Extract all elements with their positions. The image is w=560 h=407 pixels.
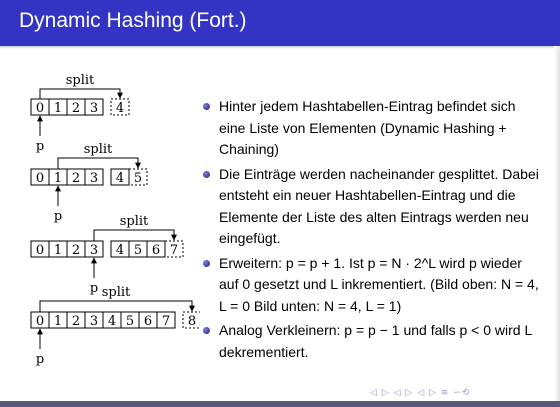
bullet-icon xyxy=(203,260,210,267)
split-arrow xyxy=(58,158,138,169)
split-arrow xyxy=(94,230,174,241)
bucket-label: 2 xyxy=(71,101,81,116)
bucket-label: 1 xyxy=(53,243,63,258)
split-label: split xyxy=(119,214,149,229)
page-title: Dynamic Hashing (Fort.) xyxy=(19,9,247,32)
bullet-icon xyxy=(203,327,210,334)
bucket-label: 2 xyxy=(71,243,81,258)
bucket-label: 1 xyxy=(53,314,63,329)
bucket-label: 4 xyxy=(107,314,117,329)
bucket-label: 0 xyxy=(35,314,45,329)
split-label: split xyxy=(101,285,131,300)
nav-prev-icon[interactable]: ◁ ▷ xyxy=(370,388,390,398)
bucket-label: 0 xyxy=(35,101,45,116)
bucket-label: 6 xyxy=(151,243,161,258)
bucket-label: 8 xyxy=(187,314,197,329)
bullet-item xyxy=(203,164,543,250)
bucket-label: 3 xyxy=(89,314,99,329)
bucket-label: 5 xyxy=(133,243,143,258)
bullet-text: Hinter jedem Hashtabellen-Eintrag befindet sich eine Liste von Elementen (Dynamic Hashing + Chaining) xyxy=(219,98,516,157)
bucket-label: 0 xyxy=(35,243,45,258)
beamer-navigation xyxy=(370,388,470,400)
bullet-item xyxy=(203,320,543,363)
bullet-item xyxy=(203,253,543,318)
pointer-label: p xyxy=(53,209,63,224)
bucket-label: 1 xyxy=(53,101,63,116)
bucket-label: 4 xyxy=(115,243,125,258)
pointer-label: p xyxy=(89,281,99,296)
split-label: split xyxy=(65,73,95,88)
bucket-label: 2 xyxy=(71,171,81,186)
footer-strip xyxy=(0,401,560,407)
bucket-label: 4 xyxy=(115,171,125,186)
bucket-label: 0 xyxy=(35,171,45,186)
nav-section-icon[interactable]: ◁ ▷ xyxy=(417,388,437,398)
bucket-label: 5 xyxy=(125,314,135,329)
split-label: split xyxy=(83,142,113,157)
bullet-text: Erweitern: p = p + 1. Ist p = N · 2^L wird p wieder auf 0 gesetzt und L inkrementiert. (Bild oben: N = 4, L = 0 Bild unten: N = 4, L = 1) xyxy=(219,254,539,314)
bucket-label: 3 xyxy=(89,171,99,186)
bucket-label: 6 xyxy=(143,314,153,329)
bucket-label: 3 xyxy=(89,101,99,116)
slide-edge xyxy=(554,46,560,401)
bucket-label: 4 xyxy=(115,101,125,116)
bullet-text: Die Einträge werden nacheinander gesplittet. Dabei entsteht ein neuer Hashtabellen-Eintrag und die Elemente der Liste des alten Eintrags werden neu eingefügt. xyxy=(219,165,539,246)
pointer-label: p xyxy=(35,139,45,154)
bucket-label: 2 xyxy=(71,314,81,329)
split-arrow xyxy=(40,89,120,99)
bucket-label: 5 xyxy=(133,171,143,186)
bullet-icon xyxy=(203,171,210,178)
nav-search-icon[interactable]: ≡ ∽⟲ xyxy=(440,388,471,398)
bucket-label: 7 xyxy=(169,243,179,258)
bullet-icon xyxy=(203,103,210,110)
bucket-label: 3 xyxy=(89,243,99,258)
bucket-label: 7 xyxy=(161,314,171,329)
bullet-item xyxy=(203,96,543,161)
bullet-text: Analog Verkleinern: p = p − 1 und falls p < 0 wird L dekrementiert. xyxy=(219,322,532,360)
bucket-label: 1 xyxy=(53,171,63,186)
nav-next-icon[interactable]: ◁ ▷ xyxy=(393,388,414,398)
bullet-list xyxy=(203,96,543,366)
hashing-diagram xyxy=(0,0,200,400)
split-arrow xyxy=(40,301,192,312)
pointer-label: p xyxy=(35,352,45,367)
